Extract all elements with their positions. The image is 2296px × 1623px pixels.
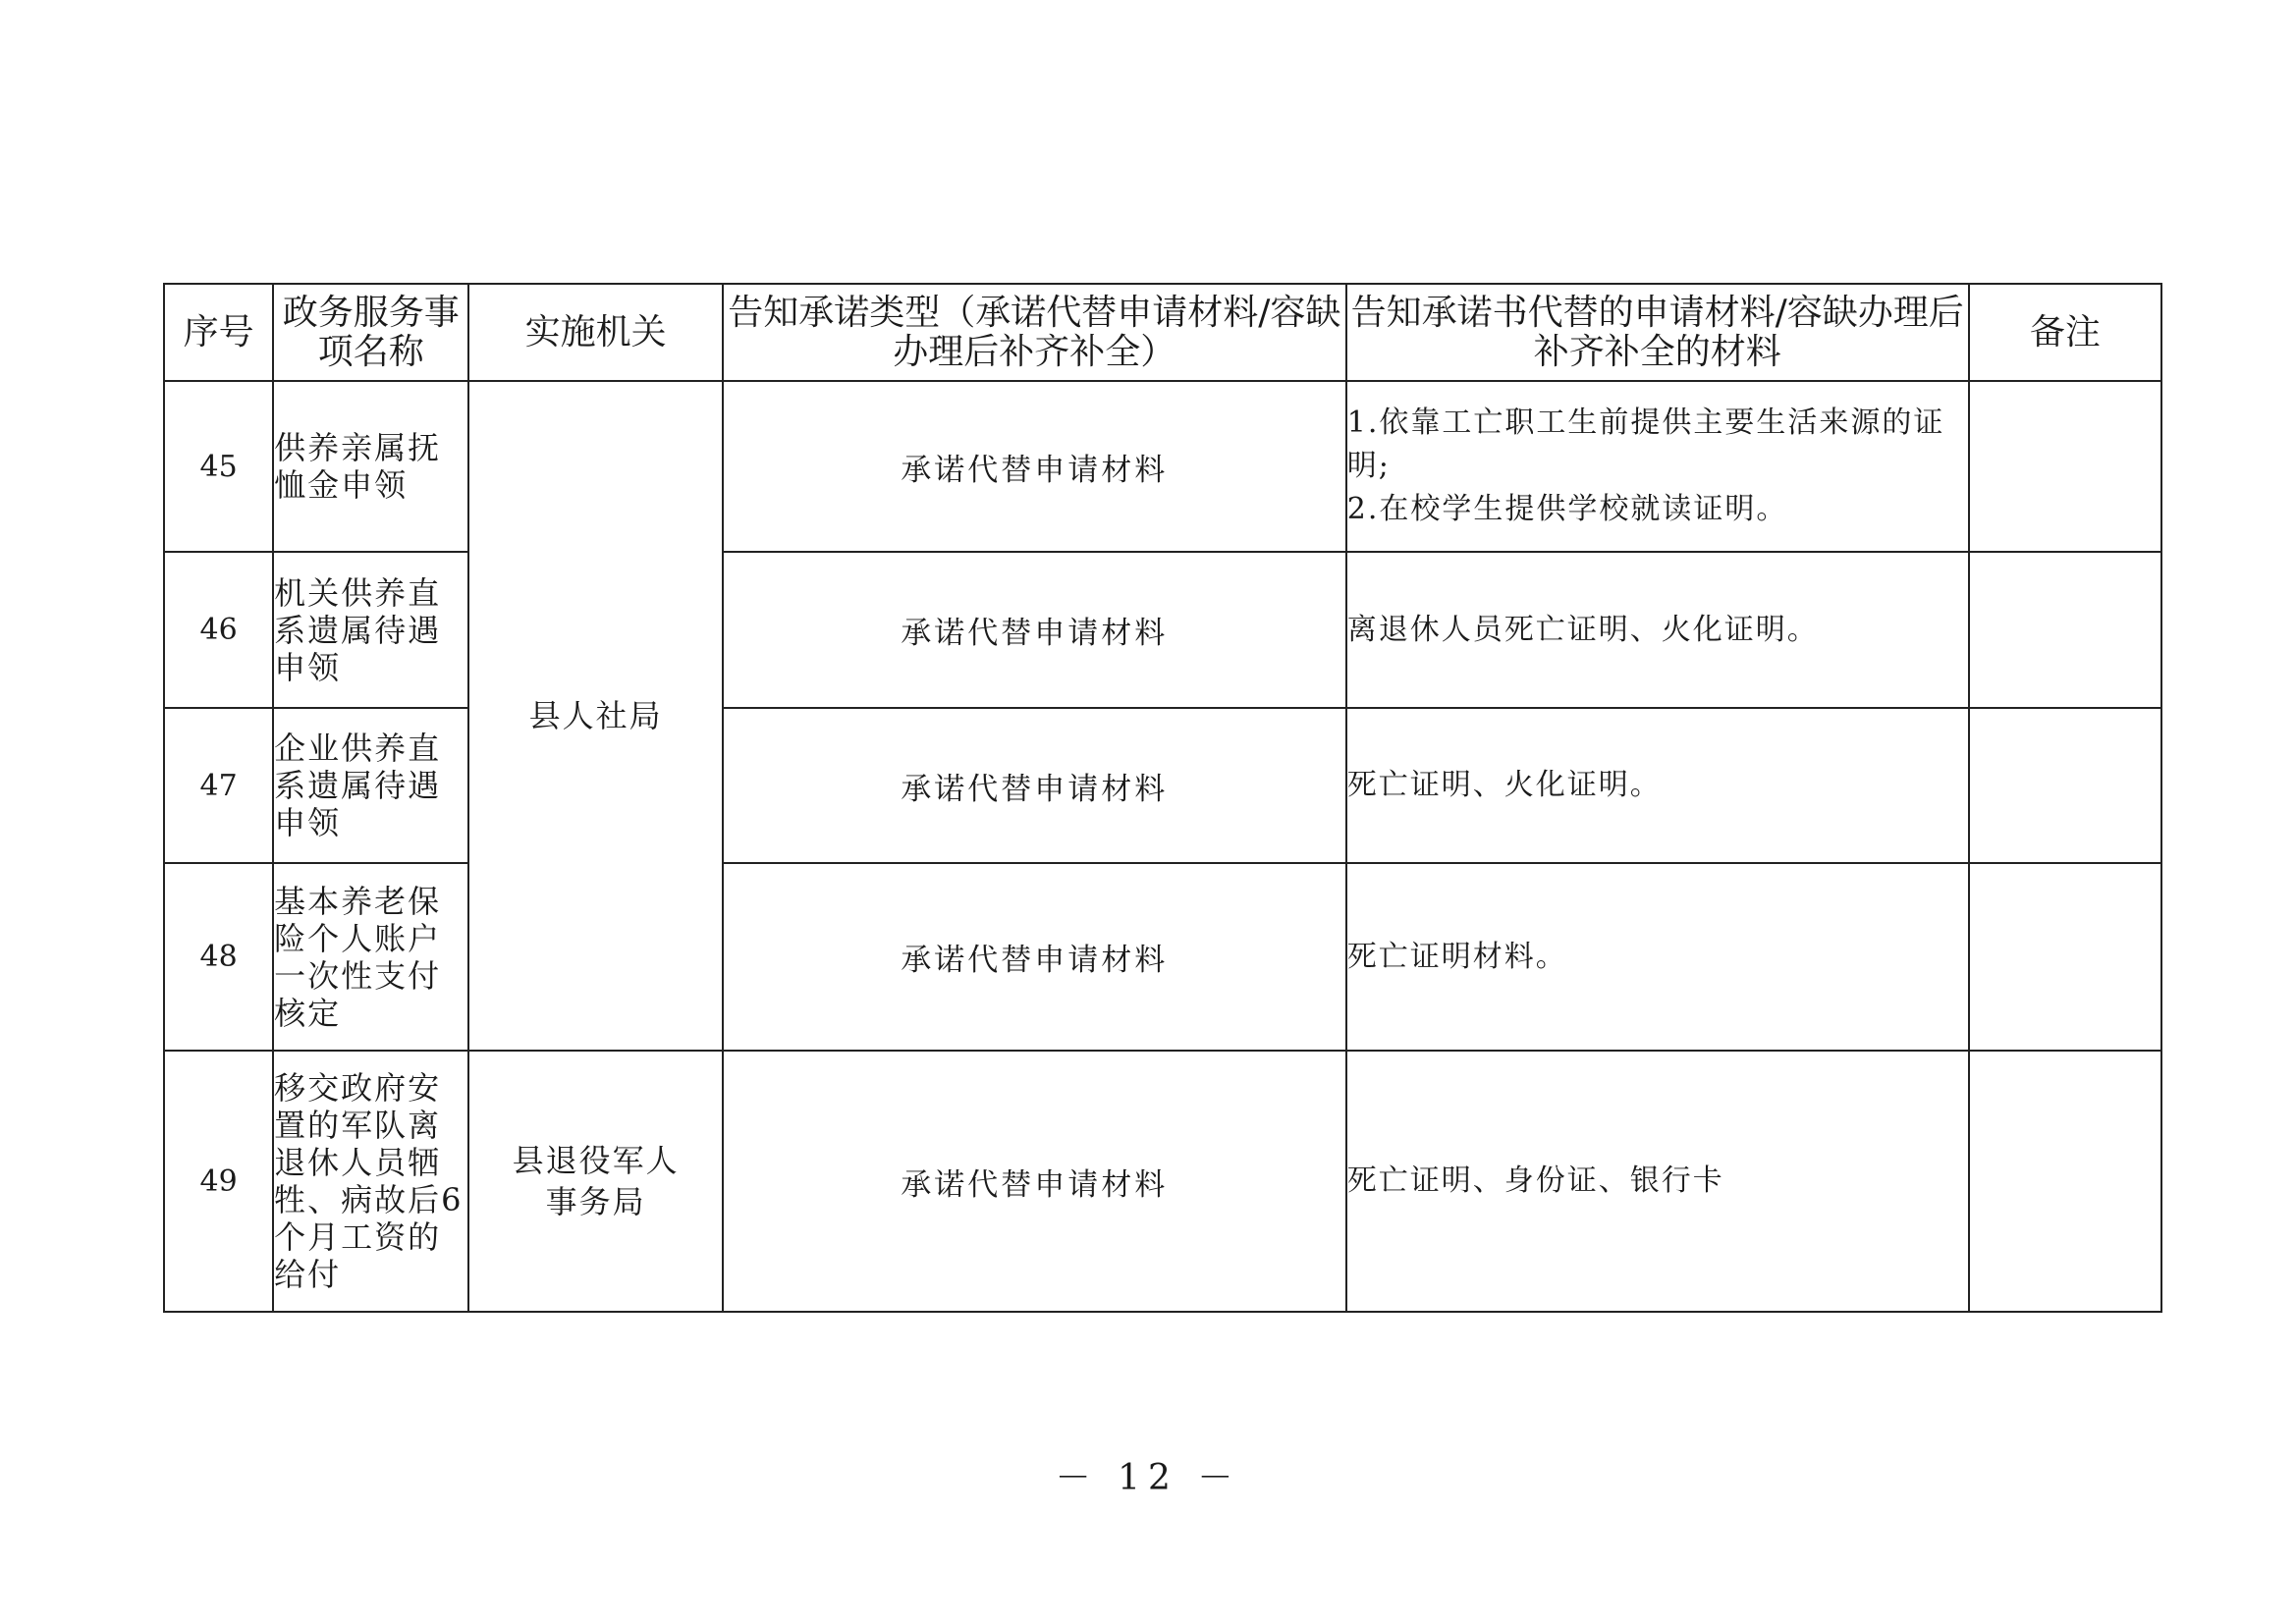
row-item-name: 机关供养直系遗属待遇申领 [273, 552, 468, 708]
row-commit-type: 承诺代替申请材料 [723, 708, 1346, 863]
material-line: 离退休人员死亡证明、火化证明。 [1346, 612, 1819, 647]
material-line: 2.在校学生提供学校就读证明。 [1346, 492, 1788, 526]
row-item-name: 移交政府安置的军队离退休人员牺牲、病故后6个月工资的给付 [273, 1051, 468, 1312]
table-row [164, 1051, 2161, 1312]
material-line: 死亡证明、身份证、银行卡 [1346, 1163, 1724, 1198]
row-materials [1346, 381, 1969, 552]
header-commit-type: 告知承诺类型（承诺代替申请材料/容缺办理后补齐补全） [723, 284, 1346, 381]
row-seq: 46 [164, 552, 273, 708]
row-item-name: 基本养老保险个人账户一次性支付核定 [273, 863, 468, 1051]
header-remarks: 备注 [1969, 284, 2161, 381]
row-materials [1346, 552, 1969, 708]
row-materials [1346, 863, 1969, 1051]
row-remarks [1969, 863, 2161, 1051]
row-commit-type: 承诺代替申请材料 [723, 1051, 1346, 1312]
table-row [164, 863, 2161, 1051]
table-header-row [164, 284, 2161, 381]
row-materials [1346, 708, 1969, 863]
header-materials: 告知承诺书代替的申请材料/容缺办理后补齐补全的材料 [1346, 284, 1969, 381]
table-row [164, 552, 2161, 708]
row-item-name: 供养亲属抚恤金申领 [273, 381, 468, 552]
row-agency: 县人社局 [468, 381, 722, 1051]
row-remarks [1969, 1051, 2161, 1312]
material-line: 死亡证明、火化证明。 [1346, 768, 1662, 802]
material-line: 1.依靠工亡职工生前提供主要生活来源的证明; [1346, 406, 1945, 483]
row-item-name: 企业供养直系遗属待遇申领 [273, 708, 468, 863]
row-seq: 48 [164, 863, 273, 1051]
row-commit-type: 承诺代替申请材料 [723, 381, 1346, 552]
row-seq: 47 [164, 708, 273, 863]
row-materials [1346, 1051, 1969, 1312]
table-row [164, 381, 2161, 552]
commitment-table [163, 283, 2162, 1313]
row-remarks [1969, 708, 2161, 863]
material-line: 死亡证明材料。 [1346, 939, 1567, 974]
row-agency: 县退役军人事务局 [468, 1051, 722, 1312]
row-remarks [1969, 552, 2161, 708]
page-number: － 12 － [1055, 1458, 1241, 1498]
header-item-name: 政务服务事项名称 [273, 284, 468, 381]
row-commit-type: 承诺代替申请材料 [723, 552, 1346, 708]
row-seq: 49 [164, 1051, 273, 1312]
header-seq: 序号 [164, 284, 273, 381]
row-commit-type: 承诺代替申请材料 [723, 863, 1346, 1051]
row-remarks [1969, 381, 2161, 552]
header-agency: 实施机关 [468, 284, 722, 381]
table-row [164, 708, 2161, 863]
row-seq: 45 [164, 381, 273, 552]
